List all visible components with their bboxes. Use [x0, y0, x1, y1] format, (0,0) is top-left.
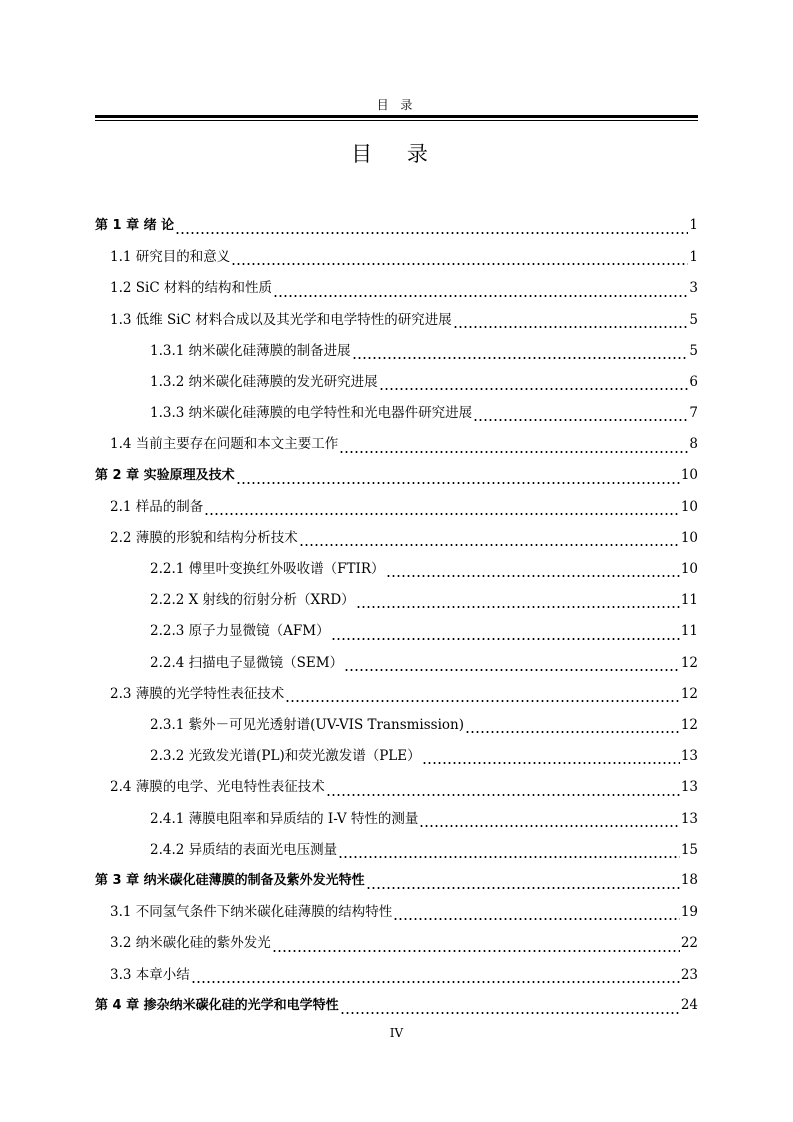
toc-section-entry[interactable] [95, 931, 698, 962]
toc-entry-page: 22 [680, 935, 698, 952]
toc-entry-page: 11 [680, 623, 698, 640]
toc-entry-page: 24 [680, 996, 698, 1013]
toc-section-entry[interactable] [95, 245, 698, 276]
toc-dot-leader [379, 382, 689, 396]
toc-chapter-entry[interactable] [95, 214, 698, 245]
toc-dot-leader [465, 725, 680, 739]
toc-entry-page: 18 [680, 871, 698, 888]
toc-entry-page: 10 [680, 498, 698, 515]
toc-entry-page: 11 [680, 592, 698, 609]
toc-section-entry[interactable] [95, 495, 698, 526]
toc-dot-leader [339, 445, 688, 459]
toc-entry-page: 5 [689, 342, 698, 359]
toc-subsection-entry[interactable] [95, 339, 698, 370]
toc-dot-leader [191, 975, 680, 989]
toc-entry-title: 2.4.1 薄膜电阻率和异质结的 I-V 特性的测量 [150, 810, 419, 827]
toc-entry-page: 19 [680, 904, 698, 921]
header-rule-thin [95, 120, 698, 121]
toc-entry-title: 2.3 薄膜的光学特性表征技术 [110, 685, 285, 702]
toc-dot-leader [175, 226, 688, 240]
toc-entry-title: 第 4 章 掺杂纳米碳化硅的光学和电学特性 [95, 997, 339, 1013]
toc-entry-title: 3.2 纳米碳化硅的紫外发光 [110, 935, 271, 952]
toc-entry-page: 10 [680, 466, 698, 483]
toc-entry-title: 2.2.4 扫描电子显微镜（SEM） [150, 654, 344, 671]
toc-chapter-entry[interactable] [95, 869, 698, 900]
toc-entry-page: 8 [689, 436, 698, 453]
toc-entry-title: 1.3.1 纳米碳化硅薄膜的制备进展 [150, 342, 351, 359]
toc-subsection-entry[interactable] [95, 370, 698, 401]
toc-dot-leader [422, 756, 680, 770]
toc-dot-leader [204, 507, 680, 521]
table-of-contents [95, 214, 698, 1025]
toc-dot-leader [340, 1006, 680, 1020]
toc-dot-leader [273, 289, 688, 303]
toc-section-entry[interactable] [95, 308, 698, 339]
toc-entry-title: 第 2 章 实验原理及技术 [95, 467, 235, 483]
toc-entry-title: 2.4 薄膜的电学、光电特性表征技术 [110, 779, 325, 796]
toc-subsection-entry[interactable] [95, 588, 698, 619]
page-title: 目 录 [351, 142, 442, 166]
toc-dot-leader [393, 912, 680, 926]
toc-dot-leader [299, 538, 680, 552]
toc-entry-page: 7 [689, 405, 698, 422]
toc-entry-page: 3 [689, 280, 698, 297]
toc-dot-leader [331, 632, 680, 646]
toc-entry-title: 2.2 薄膜的形貌和结构分析技术 [110, 529, 298, 546]
toc-subsection-entry[interactable] [95, 713, 698, 744]
toc-entry-title: 2.3.2 光致发光谱(PL)和荧光激发谱（PLE） [150, 748, 421, 765]
toc-section-entry[interactable] [95, 900, 698, 931]
toc-dot-leader [366, 881, 680, 895]
toc-entry-title: 2.2.1 傅里叶变换红外吸收谱（FTIR） [150, 561, 385, 578]
toc-entry-page: 12 [680, 685, 698, 702]
toc-entry-page: 13 [680, 779, 698, 796]
toc-dot-leader [473, 413, 688, 427]
toc-entry-title: 1.3.3 纳米碳化硅薄膜的电学特性和光电器件研究进展 [150, 405, 473, 422]
toc-entry-title: 2.3.1 紫外－可见光透射谱(UV-VIS Transmission) [150, 717, 465, 733]
toc-dot-leader [386, 569, 680, 583]
toc-section-entry[interactable] [95, 682, 698, 713]
toc-subsection-entry[interactable] [95, 744, 698, 775]
toc-entry-page: 13 [680, 810, 698, 827]
running-header: 目 录 [376, 98, 417, 112]
toc-entry-page: 13 [680, 748, 698, 765]
toc-entry-page: 1 [689, 249, 698, 266]
toc-dot-leader [236, 476, 680, 490]
toc-chapter-entry[interactable] [95, 464, 698, 495]
toc-section-entry[interactable] [95, 276, 698, 307]
toc-subsection-entry[interactable] [95, 807, 698, 838]
toc-dot-leader [285, 694, 680, 708]
toc-subsection-entry[interactable] [95, 557, 698, 588]
toc-dot-leader [356, 600, 680, 614]
toc-entry-title: 2.2.2 X 射线的衍射分析（XRD） [150, 592, 355, 609]
header-rule-thick [95, 115, 698, 118]
toc-entry-page: 5 [689, 311, 698, 328]
toc-entry-title: 1.3 低维 SiC 材料合成以及其光学和电学特性的研究进展 [110, 311, 452, 328]
toc-entry-title: 3.3 本章小结 [110, 966, 190, 983]
toc-entry-page: 10 [680, 561, 698, 578]
toc-entry-page: 10 [680, 529, 698, 546]
toc-section-entry[interactable] [95, 775, 698, 806]
toc-dot-leader [231, 257, 688, 271]
toc-section-entry[interactable] [95, 963, 698, 994]
toc-dot-leader [326, 788, 680, 802]
toc-entry-title: 1.1 研究目的和意义 [110, 249, 231, 266]
toc-dot-leader [419, 819, 679, 833]
toc-entry-title: 3.1 不同氢气条件下纳米碳化硅薄膜的结构特性 [110, 904, 393, 921]
toc-subsection-entry[interactable] [95, 651, 698, 682]
toc-section-entry[interactable] [95, 432, 698, 463]
toc-entry-page: 23 [680, 966, 698, 983]
toc-entry-title: 第 3 章 纳米碳化硅薄膜的制备及紫外发光特性 [95, 872, 365, 888]
toc-entry-title: 2.2.3 原子力显微镜（AFM） [150, 623, 330, 640]
toc-dot-leader [272, 944, 680, 958]
toc-dot-leader [453, 320, 689, 334]
toc-entry-title: 1.2 SiC 材料的结构和性质 [110, 280, 272, 297]
toc-entry-page: 12 [680, 717, 698, 733]
toc-entry-title: 1.3.2 纳米碳化硅薄膜的发光研究进展 [150, 373, 378, 390]
toc-entry-title: 2.4.2 异质结的表面光电压测量 [150, 841, 338, 858]
toc-dot-leader [338, 850, 680, 864]
toc-subsection-entry[interactable] [95, 401, 698, 432]
toc-entry-page: 6 [689, 373, 698, 390]
toc-dot-leader [344, 663, 680, 677]
toc-subsection-entry[interactable] [95, 838, 698, 869]
toc-entry-page: 1 [689, 217, 698, 233]
toc-section-entry[interactable] [95, 526, 698, 557]
toc-subsection-entry[interactable] [95, 619, 698, 650]
toc-chapter-entry[interactable] [95, 994, 698, 1025]
toc-entry-title: 第 1 章 绪 论 [95, 218, 175, 233]
toc-entry-page: 15 [680, 841, 698, 858]
toc-entry-title: 1.4 当前主要存在问题和本文主要工作 [110, 436, 339, 453]
toc-entry-page: 12 [680, 654, 698, 671]
toc-dot-leader [352, 351, 689, 365]
page-number: IV [389, 1026, 404, 1040]
toc-entry-title: 2.1 样品的制备 [110, 498, 204, 515]
